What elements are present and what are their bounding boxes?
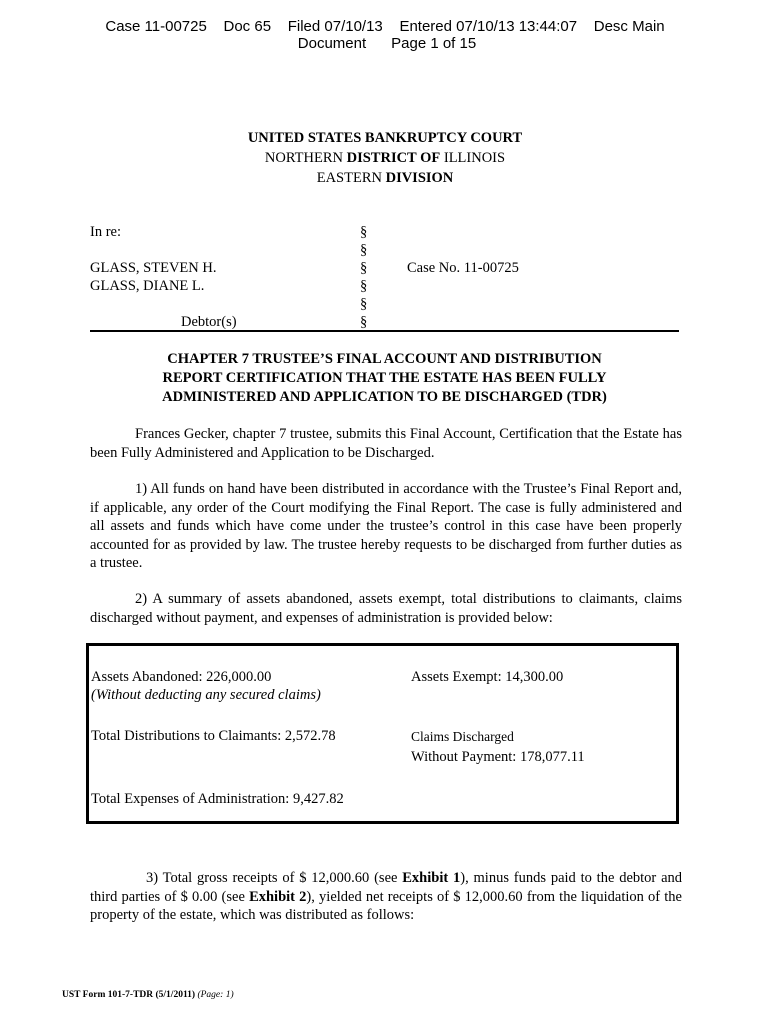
intro-paragraph: Frances Gecker, chapter 7 trustee, submits this Final Account, Certification that the Estate has been Fully Administered and Application to be Discharged. (90, 426, 682, 461)
caption-divider (90, 330, 679, 332)
assets-abandoned-note: (Without deducting any secured claims) (91, 687, 321, 703)
total-distributions: Total Distributions to Claimants: 2,572.78 (91, 728, 336, 744)
court-division: EASTERN DIVISION (316, 170, 454, 186)
section-mark: § (360, 314, 368, 330)
exhibit-1-ref: Exhibit 1 (402, 870, 461, 886)
assets-abandoned: Assets Abandoned: 226,000.00 (91, 669, 272, 685)
debtor-name-2: GLASS, DIANE L. (90, 278, 205, 294)
court-district: NORTHERN DISTRICT OF ILLINOIS (264, 150, 506, 166)
assets-exempt: Assets Exempt: 14,300.00 (411, 669, 564, 685)
paragraph-2: 2) A summary of assets abandoned, assets exempt, total distributions to claimants, claims discharged without payment, and expenses of administration is provided below: (90, 591, 682, 626)
section-mark: § (360, 260, 368, 276)
document-title-line3: ADMINISTERED AND APPLICATION TO BE DISCHARGED (TDR) (162, 389, 607, 405)
claims-discharged-value: Without Payment: 178,077.11 (411, 749, 585, 765)
exhibit-2-ref: Exhibit 2 (249, 888, 307, 905)
in-re-label: In re: (90, 224, 121, 240)
debtors-label: Debtor(s) (181, 314, 237, 330)
section-mark: § (360, 224, 368, 240)
section-mark: § (360, 278, 368, 294)
case-number: Case No. 11-00725 (407, 260, 519, 276)
document-title-line1: CHAPTER 7 TRUSTEE’S FINAL ACCOUNT AND DISTRIBUTION (167, 351, 602, 367)
claims-discharged-label: Claims Discharged (411, 729, 514, 744)
court-name: UNITED STATES BANKRUPTCY COURT (247, 130, 523, 146)
form-footer: UST Form 101-7-TDR (5/1/2011) (Page: 1) (62, 990, 234, 1000)
total-expenses: Total Expenses of Administration: 9,427.82 (91, 791, 344, 807)
debtor-name-1: GLASS, STEVEN H. (90, 260, 217, 276)
document-title-line2: REPORT CERTIFICATION THAT THE ESTATE HAS BEEN FULLY (162, 370, 607, 386)
filing-header-line1: Case 11-00725 Doc 65 Filed 07/10/13 Entered 07/10/13 13:44:07 Desc Main (105, 18, 665, 35)
filing-header-line2: Document Page 1 of 15 (297, 35, 477, 52)
section-mark: § (360, 296, 368, 312)
section-mark: § (360, 242, 368, 258)
paragraph-1: 1) All funds on hand have been distributed in accordance with the Trustee’s Final Report and, if applicable, any order of the Court modifying the Final Report. The case is fully administered and all assets and funds which have come under the trustee’s control in this case have been properly accounted for as provided by law. The trustee hereby requests to be discharged from further duties as a trustee. (90, 481, 682, 571)
paragraph-3: 3) Total gross receipts of $ 12,000.60 (see Exhibit 1), minus funds paid to the debtor and third parties of $ 0.00 (see Exhibit 2), yielded net receipts of $ 12,000.60 from the liquidation of the property of the estate, which was distributed as follows: (90, 870, 683, 923)
